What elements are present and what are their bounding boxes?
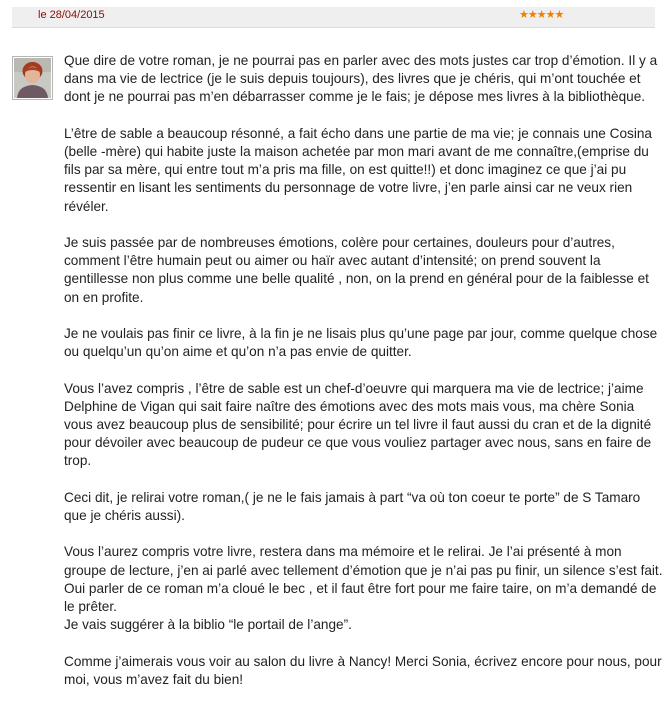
review-paragraph: Je suis passée par de nombreuses émotions, colère pour certaines, douleurs pour d’autres, comment l’être humain peut ou aimer ou haïr avec autant d’intensité; on prend souvent la gentillesse non plus comme une belle qualité , non, on la prend en général pour de la faiblesse et on en profite. xyxy=(64,235,649,305)
review-date: le 28/04/2015 xyxy=(38,9,105,21)
review-paragraph: Que dire de votre roman, je ne pourrai pas en parler avec des mots justes car trop d’émotion. Il y a dans ma vie de lectrice (je le suis depuis toujours), des livres que je chéris, qui m’ont touchée et dont je ne pourrai pas m’en débarrasser comme je le fais; je dépose mes livres à la bibliothèque. xyxy=(64,53,658,105)
review-paragraph: Je vais suggérer à la biblio “le portail de l’ange”. xyxy=(64,617,352,633)
star-rating: ★★★★★ xyxy=(519,8,564,21)
review-paragraph: L’être de sable a beaucoup résonné, a fait écho dans une partie de ma vie; je connais une Cosina (belle -mère) qui habite juste la maison achetée par mon mari avant de me connaître,(emprise du fils par sa mère, qui entre tout m’a pris ma fille, on est quitte!!) et donc imaginez ce que j’ai pu ressentir en lisant les sentiments du personnage de votre livre, j’en parle ainsi car ne veux rien révéler. xyxy=(64,125,652,214)
review-text xyxy=(64,52,664,689)
review-paragraph: Je ne voulais pas finir ce livre, à la fin je ne lisais plus qu’une page par jour, comme quelque chose ou quelqu’un qu’on aime et qu’on n’a pas envie de quitter. xyxy=(64,326,658,360)
review-paragraph: Ceci dit, je relirai votre roman,( je ne le fais jamais à part “va où ton coeur te porte” de S Tamaro que je chéris aussi). xyxy=(64,489,641,523)
review-paragraph: Comme j’aimerais vous voir au salon du livre à Nancy! Merci Sonia, écrivez encore pour nous, pour moi, vous m’avez fait du bien! xyxy=(64,653,662,687)
avatar[interactable] xyxy=(12,56,53,100)
review-paragraph: Vous l’aurez compris votre livre, restera dans ma mémoire et le relirai. Je l’ai présenté à mon groupe de lecture, j’en ai parlé avec tellement d’émotion que je n’ai pas pu finir, un silence s’est fait. Oui parler de ce roman m’a cloué le bec , et il faut être fort pour me faire taire, on m’a demandé de le prêter. xyxy=(64,544,663,614)
review-header xyxy=(12,7,655,28)
review-paragraph: Vous l’avez compris , l’être de sable est un chef-d’oeuvre qui marquera ma vie de lectrice; j’aime Delphine de Vigan qui sait faire naître des émotions avec des mots mais vous, ma chère Sonia vous avez beaucoup plus de sensibilité; pour écrire un tel livre il faut aussi du cran et de la dignité pour dévoiler avec beaucoup de pudeur ce que vous vouliez partager avec nous, sans en faire de trop. xyxy=(64,380,652,469)
user-photo-icon xyxy=(14,58,51,98)
